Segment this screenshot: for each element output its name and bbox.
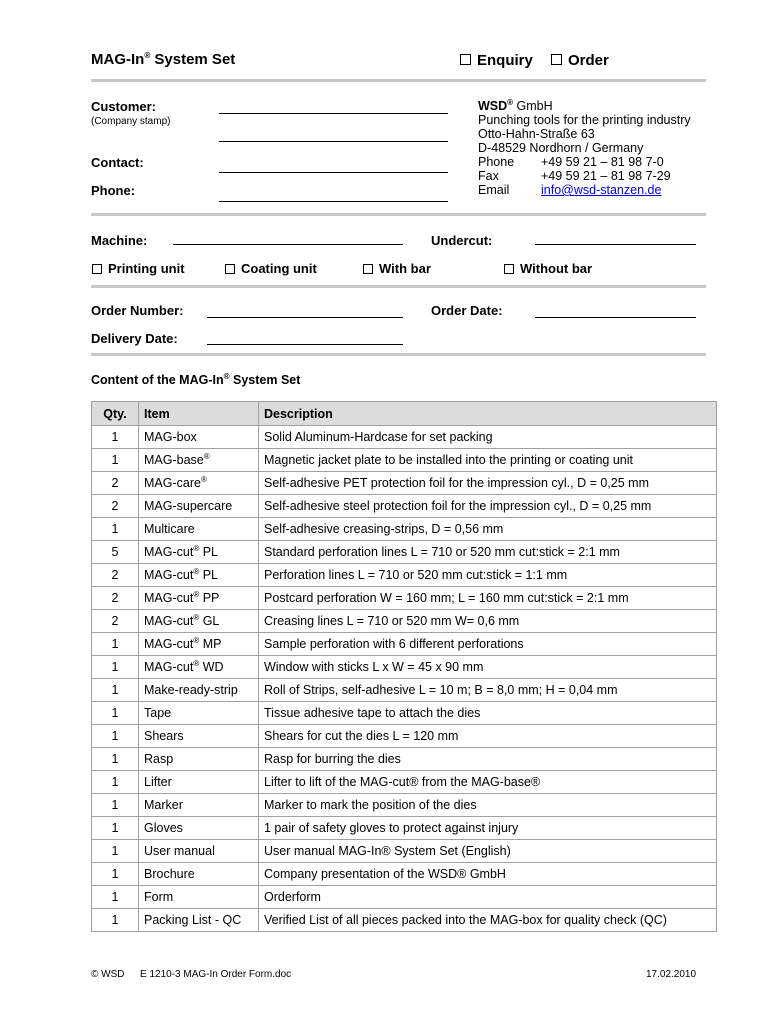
- customer-label: Customer:: [91, 99, 157, 114]
- table-row: [92, 794, 717, 817]
- table-row: [92, 587, 717, 610]
- qty-cell: 2: [92, 564, 139, 587]
- qty-cell: 1: [92, 449, 139, 472]
- table-header-row: [92, 402, 717, 426]
- qty-cell: 1: [92, 702, 139, 725]
- description-cell: Postcard perforation W = 160 mm; L = 160 mm cut:stick = 2:1 mm: [259, 587, 717, 610]
- item-cell: MAG-base®: [139, 449, 259, 472]
- company-fax: Fax +49 59 21 – 81 98 7-29: [478, 169, 671, 183]
- footer-doc-name: E 1210-3 MAG-In Order Form.doc: [140, 969, 292, 980]
- item-cell: MAG-cut® MP: [139, 633, 259, 656]
- qty-cell: 1: [92, 840, 139, 863]
- description-cell: 1 pair of safety gloves to protect against injury: [259, 817, 717, 840]
- machine-label: Machine:: [91, 233, 148, 248]
- table-row: [92, 886, 717, 909]
- qty-cell: 1: [92, 771, 139, 794]
- col-description: Description: [259, 402, 717, 426]
- qty-cell: 1: [92, 679, 139, 702]
- qty-cell: 1: [92, 518, 139, 541]
- item-cell: Tape: [139, 702, 259, 725]
- checkbox-icon[interactable]: [92, 264, 102, 274]
- order-number-field-line[interactable]: [207, 317, 403, 318]
- table-row: [92, 610, 717, 633]
- phone-field-line[interactable]: [219, 201, 448, 202]
- description-cell: Standard perforation lines L = 710 or 520 mm cut:stick = 2:1 mm: [259, 541, 717, 564]
- checkbox-icon[interactable]: [225, 264, 235, 274]
- description-cell: Orderform: [259, 886, 717, 909]
- order-date-label: Order Date:: [431, 303, 503, 318]
- item-cell: Gloves: [139, 817, 259, 840]
- qty-cell: 1: [92, 656, 139, 679]
- table-row: [92, 633, 717, 656]
- item-cell: MAG-cut® PL: [139, 564, 259, 587]
- col-qty: Qty.: [92, 402, 139, 426]
- table-row: [92, 771, 717, 794]
- enquiry-checkbox[interactable]: Enquiry: [460, 52, 533, 69]
- item-cell: MAG-cut® PP: [139, 587, 259, 610]
- order-number-label: Order Number:: [91, 303, 184, 318]
- description-cell: Window with sticks L x W = 45 x 90 mm: [259, 656, 717, 679]
- table-row: [92, 541, 717, 564]
- checkbox-icon[interactable]: [460, 54, 471, 65]
- item-cell: MAG-care®: [139, 472, 259, 495]
- item-cell: Lifter: [139, 771, 259, 794]
- divider: [91, 353, 706, 356]
- item-cell: MAG-cut® GL: [139, 610, 259, 633]
- description-cell: Company presentation of the WSD® GmbH: [259, 863, 717, 886]
- qty-cell: 1: [92, 909, 139, 932]
- footer-date: 17.02.2010: [646, 969, 697, 980]
- customer-field-line-2[interactable]: [219, 141, 448, 142]
- description-cell: Sample perforation with 6 different perforations: [259, 633, 717, 656]
- qty-cell: 1: [92, 426, 139, 449]
- contact-field-line[interactable]: [219, 172, 448, 173]
- machine-field-line[interactable]: [173, 244, 403, 245]
- table-row: [92, 725, 717, 748]
- company-street: Otto-Hahn-Straße 63: [478, 127, 595, 141]
- qty-cell: 2: [92, 495, 139, 518]
- description-cell: Self-adhesive steel protection foil for the impression cyl., D = 0,25 mm: [259, 495, 717, 518]
- description-cell: Roll of Strips, self-adhesive L = 10 m; B = 8,0 mm; H = 0,04 mm: [259, 679, 717, 702]
- table-row: [92, 656, 717, 679]
- coating-unit-checkbox[interactable]: Coating unit: [225, 261, 317, 276]
- qty-cell: 2: [92, 587, 139, 610]
- table-row: [92, 564, 717, 587]
- with-bar-checkbox[interactable]: With bar: [363, 261, 431, 276]
- delivery-date-field-line[interactable]: [207, 344, 403, 345]
- order-checkbox[interactable]: Order: [551, 52, 609, 69]
- qty-cell: 2: [92, 472, 139, 495]
- printing-unit-checkbox[interactable]: Printing unit: [92, 261, 185, 276]
- description-cell: Solid Aluminum-Hardcase for set packing: [259, 426, 717, 449]
- item-cell: Form: [139, 886, 259, 909]
- order-date-field-line[interactable]: [535, 317, 696, 318]
- description-cell: Tissue adhesive tape to attach the dies: [259, 702, 717, 725]
- description-cell: Lifter to lift of the MAG-cut® from the MAG-base®: [259, 771, 717, 794]
- table-row: [92, 518, 717, 541]
- content-table: [91, 401, 717, 932]
- description-cell: Marker to mark the position of the dies: [259, 794, 717, 817]
- description-cell: Creasing lines L = 710 or 520 mm W= 0,6 mm: [259, 610, 717, 633]
- item-cell: MAG-supercare: [139, 495, 259, 518]
- description-cell: Perforation lines L = 710 or 520 mm cut:stick = 1:1 mm: [259, 564, 717, 587]
- description-cell: Magnetic jacket plate to be installed into the printing or coating unit: [259, 449, 717, 472]
- col-item: Item: [139, 402, 259, 426]
- qty-cell: 5: [92, 541, 139, 564]
- divider: [91, 213, 706, 216]
- item-cell: Packing List - QC: [139, 909, 259, 932]
- page-title: MAG-In® System Set: [91, 51, 236, 68]
- customer-field-line-1[interactable]: [219, 113, 448, 114]
- email-link[interactable]: info@wsd-stanzen.de: [541, 183, 662, 197]
- description-cell: User manual MAG-In® System Set (English): [259, 840, 717, 863]
- table-row: [92, 495, 717, 518]
- company-stamp-label: (Company stamp): [91, 116, 171, 127]
- divider: [91, 79, 706, 82]
- without-bar-checkbox[interactable]: Without bar: [504, 261, 592, 276]
- item-cell: Make-ready-strip: [139, 679, 259, 702]
- undercut-field-line[interactable]: [535, 244, 696, 245]
- table-row: [92, 748, 717, 771]
- table-row: [92, 702, 717, 725]
- table-row: [92, 840, 717, 863]
- undercut-label: Undercut:: [431, 233, 493, 248]
- company-tagline: Punching tools for the printing industry: [478, 113, 691, 127]
- qty-cell: 1: [92, 725, 139, 748]
- footer-copyright: © WSD: [91, 969, 125, 980]
- item-cell: Marker: [139, 794, 259, 817]
- description-cell: Verified List of all pieces packed into the MAG-box for quality check (QC): [259, 909, 717, 932]
- item-cell: Multicare: [139, 518, 259, 541]
- qty-cell: 1: [92, 748, 139, 771]
- item-cell: Brochure: [139, 863, 259, 886]
- item-cell: MAG-cut® WD: [139, 656, 259, 679]
- qty-cell: 1: [92, 817, 139, 840]
- item-cell: Rasp: [139, 748, 259, 771]
- divider: [91, 285, 706, 288]
- phone-label: Phone:: [91, 183, 136, 198]
- company-address: [478, 99, 691, 197]
- company-city: D-48529 Nordhorn / Germany: [478, 141, 644, 155]
- item-cell: Shears: [139, 725, 259, 748]
- company-phone: Phone +49 59 21 – 81 98 7-0: [478, 155, 664, 169]
- checkbox-icon[interactable]: [504, 264, 514, 274]
- qty-cell: 1: [92, 633, 139, 656]
- contact-label: Contact:: [91, 155, 144, 170]
- table-row: [92, 817, 717, 840]
- content-heading: Content of the MAG-In® System Set: [91, 371, 301, 387]
- description-cell: Self-adhesive creasing-strips, D = 0,56 mm: [259, 518, 717, 541]
- qty-cell: 1: [92, 886, 139, 909]
- table-row: [92, 449, 717, 472]
- description-cell: Shears for cut the dies L = 120 mm: [259, 725, 717, 748]
- delivery-date-label: Delivery Date:: [91, 331, 178, 346]
- table-row: [92, 909, 717, 932]
- company-name: WSD® GmbH: [478, 97, 553, 113]
- item-cell: MAG-box: [139, 426, 259, 449]
- table-row: [92, 679, 717, 702]
- checkbox-icon[interactable]: [551, 54, 562, 65]
- company-email: Email info@wsd-stanzen.de: [478, 183, 662, 197]
- description-cell: Rasp for burring the dies: [259, 748, 717, 771]
- item-cell: MAG-cut® PL: [139, 541, 259, 564]
- table-row: [92, 426, 717, 449]
- table-row: [92, 472, 717, 495]
- checkbox-icon[interactable]: [363, 264, 373, 274]
- qty-cell: 1: [92, 794, 139, 817]
- item-cell: User manual: [139, 840, 259, 863]
- table-row: [92, 863, 717, 886]
- description-cell: Self-adhesive PET protection foil for the impression cyl., D = 0,25 mm: [259, 472, 717, 495]
- qty-cell: 2: [92, 610, 139, 633]
- qty-cell: 1: [92, 863, 139, 886]
